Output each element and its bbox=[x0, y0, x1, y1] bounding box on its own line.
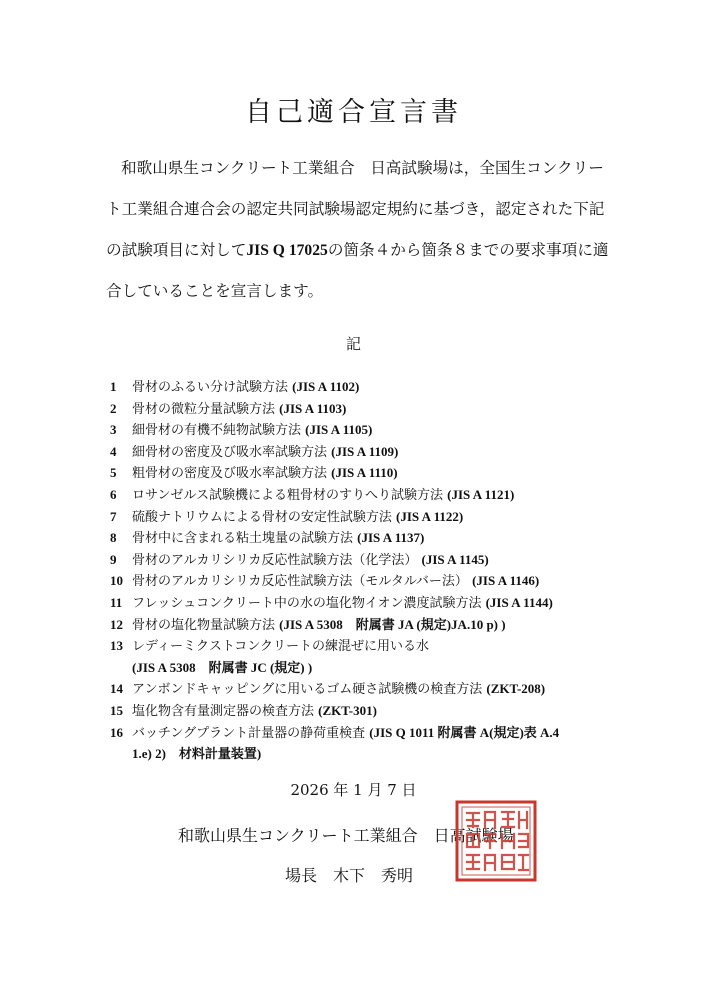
list-item bbox=[110, 441, 610, 463]
item-number: 2 bbox=[110, 400, 117, 416]
ki-heading: 記 bbox=[345, 335, 361, 353]
list-item bbox=[110, 635, 610, 657]
item-standard: (JIS A 1121) bbox=[447, 486, 515, 502]
list-item bbox=[110, 700, 610, 722]
list-item bbox=[110, 484, 610, 506]
item-number: 7 bbox=[110, 508, 117, 524]
item-number: 8 bbox=[110, 530, 117, 546]
item-number: 6 bbox=[110, 486, 117, 502]
item-text: 細骨材の有機不純物試験方法 bbox=[132, 423, 302, 439]
item-standard: (JIS A 1146) bbox=[472, 573, 540, 589]
item-text: 骨材のふるい分け試験方法 bbox=[132, 380, 289, 395]
item-number: 13 bbox=[110, 638, 123, 654]
item-standard: (JIS A 1110) bbox=[331, 465, 398, 481]
item-number: 15 bbox=[110, 702, 123, 718]
item-standard: (JIS A 1105) bbox=[305, 422, 373, 438]
item-standard: (JIS A 5308 附属書 JC (規定) ) bbox=[132, 659, 313, 675]
item-standard: (JIS A 1122) bbox=[396, 508, 464, 524]
item-standard: (JIS A 1144) bbox=[485, 594, 553, 610]
list-item bbox=[110, 549, 610, 571]
document-title: 自己適合宣言書 bbox=[245, 97, 462, 128]
declaration-paragraph bbox=[106, 148, 616, 312]
organization-name: 和歌山県生コンクリート工業組合 日高試験場 bbox=[178, 826, 514, 845]
item-number: 10 bbox=[110, 573, 123, 589]
item-standard: (JIS A 5308 附属書 JA (規定)JA.10 p) ) bbox=[279, 616, 506, 632]
item-standard: (JIS A 1137) bbox=[357, 530, 425, 546]
item-standard: (JIS A 1109) bbox=[331, 443, 399, 459]
signatory-name: 場長 木下 秀明 bbox=[285, 866, 414, 885]
test-items-list bbox=[110, 376, 610, 765]
item-standard: 1.e) 2) 材料計量装置) bbox=[132, 746, 262, 762]
list-item bbox=[110, 419, 610, 441]
item-text: 骨材の塩化物量試験方法 bbox=[132, 617, 276, 633]
issue-date: 2026 年 1 月 7 日 bbox=[290, 781, 417, 799]
item-standard: (JIS A 1102) bbox=[292, 379, 360, 394]
standard-reference: JIS Q 17025 bbox=[246, 242, 328, 259]
item-number: 12 bbox=[110, 616, 123, 632]
declaration-text-part2: の箇条４から箇条８までの要求事項に適合していることを宣言します。 bbox=[106, 241, 609, 300]
item-text: 骨材のアルカリシリカ反応性試験方法（モルタルバー法） bbox=[132, 574, 468, 590]
list-item bbox=[110, 614, 610, 636]
item-standard: (JIS Q 1011 附属書 A(規定)表 A.4 bbox=[369, 724, 560, 740]
item-text: バッチングプラント計量器の静荷重検査 bbox=[132, 725, 366, 741]
official-seal-icon bbox=[455, 800, 537, 882]
list-item bbox=[110, 592, 610, 614]
item-number: 9 bbox=[110, 551, 117, 567]
item-text: 骨材のアルカリシリカ反応性試験方法（化学法） bbox=[132, 552, 418, 568]
item-number: 4 bbox=[110, 443, 117, 459]
list-item bbox=[110, 722, 610, 744]
item-number: 11 bbox=[110, 594, 123, 610]
item-text: 硫酸ナトリウムによる骨材の安定性試験方法 bbox=[132, 509, 392, 525]
list-item-continuation bbox=[110, 743, 610, 765]
item-number: 1 bbox=[110, 379, 117, 394]
item-text: フレッシュコンクリート中の水の塩化物イオン濃度試験方法 bbox=[132, 595, 482, 611]
item-text: 粗骨材の密度及び吸水率試験方法 bbox=[132, 466, 328, 482]
list-item bbox=[110, 506, 610, 528]
item-standard: (JIS A 1103) bbox=[279, 400, 347, 416]
item-standard: (ZKT-208) bbox=[486, 681, 546, 697]
item-standard: (ZKT-301) bbox=[318, 702, 377, 718]
item-standard: (JIS A 1145) bbox=[421, 551, 489, 567]
list-item bbox=[110, 527, 610, 549]
item-number: 5 bbox=[110, 465, 117, 481]
item-text: 細骨材の密度及び吸水率試験方法 bbox=[132, 444, 328, 460]
list-item bbox=[110, 678, 610, 700]
list-item bbox=[110, 462, 610, 484]
item-text: 骨材中に含まれる粘土塊量の試験方法 bbox=[132, 531, 354, 547]
item-text: ロサンゼルス試験機による粗骨材のすりへり試験方法 bbox=[132, 487, 443, 503]
item-number: 14 bbox=[110, 681, 123, 697]
item-text: アンボンドキャッピングに用いるゴム硬さ試験機の検査方法 bbox=[132, 682, 483, 698]
item-number: 16 bbox=[110, 724, 123, 740]
list-item bbox=[110, 398, 610, 420]
item-text: レディーミクストコンクリートの練混ぜに用いる水 bbox=[132, 639, 430, 655]
declaration-text-part1: 和歌山県生コンクリート工業組合 日高試験場は，全国生コンクリート工業組合連合会の認定共同試験場認定規約に基づき，認定された下記の試験項目に対して bbox=[106, 159, 605, 259]
item-text: 骨材の微粒分量試験方法 bbox=[132, 401, 276, 417]
item-text: 塩化物含有量測定器の検査方法 bbox=[132, 703, 315, 719]
list-item-continuation bbox=[110, 657, 610, 679]
item-number: 3 bbox=[110, 422, 117, 438]
list-item bbox=[110, 376, 610, 398]
list-item bbox=[110, 570, 610, 592]
